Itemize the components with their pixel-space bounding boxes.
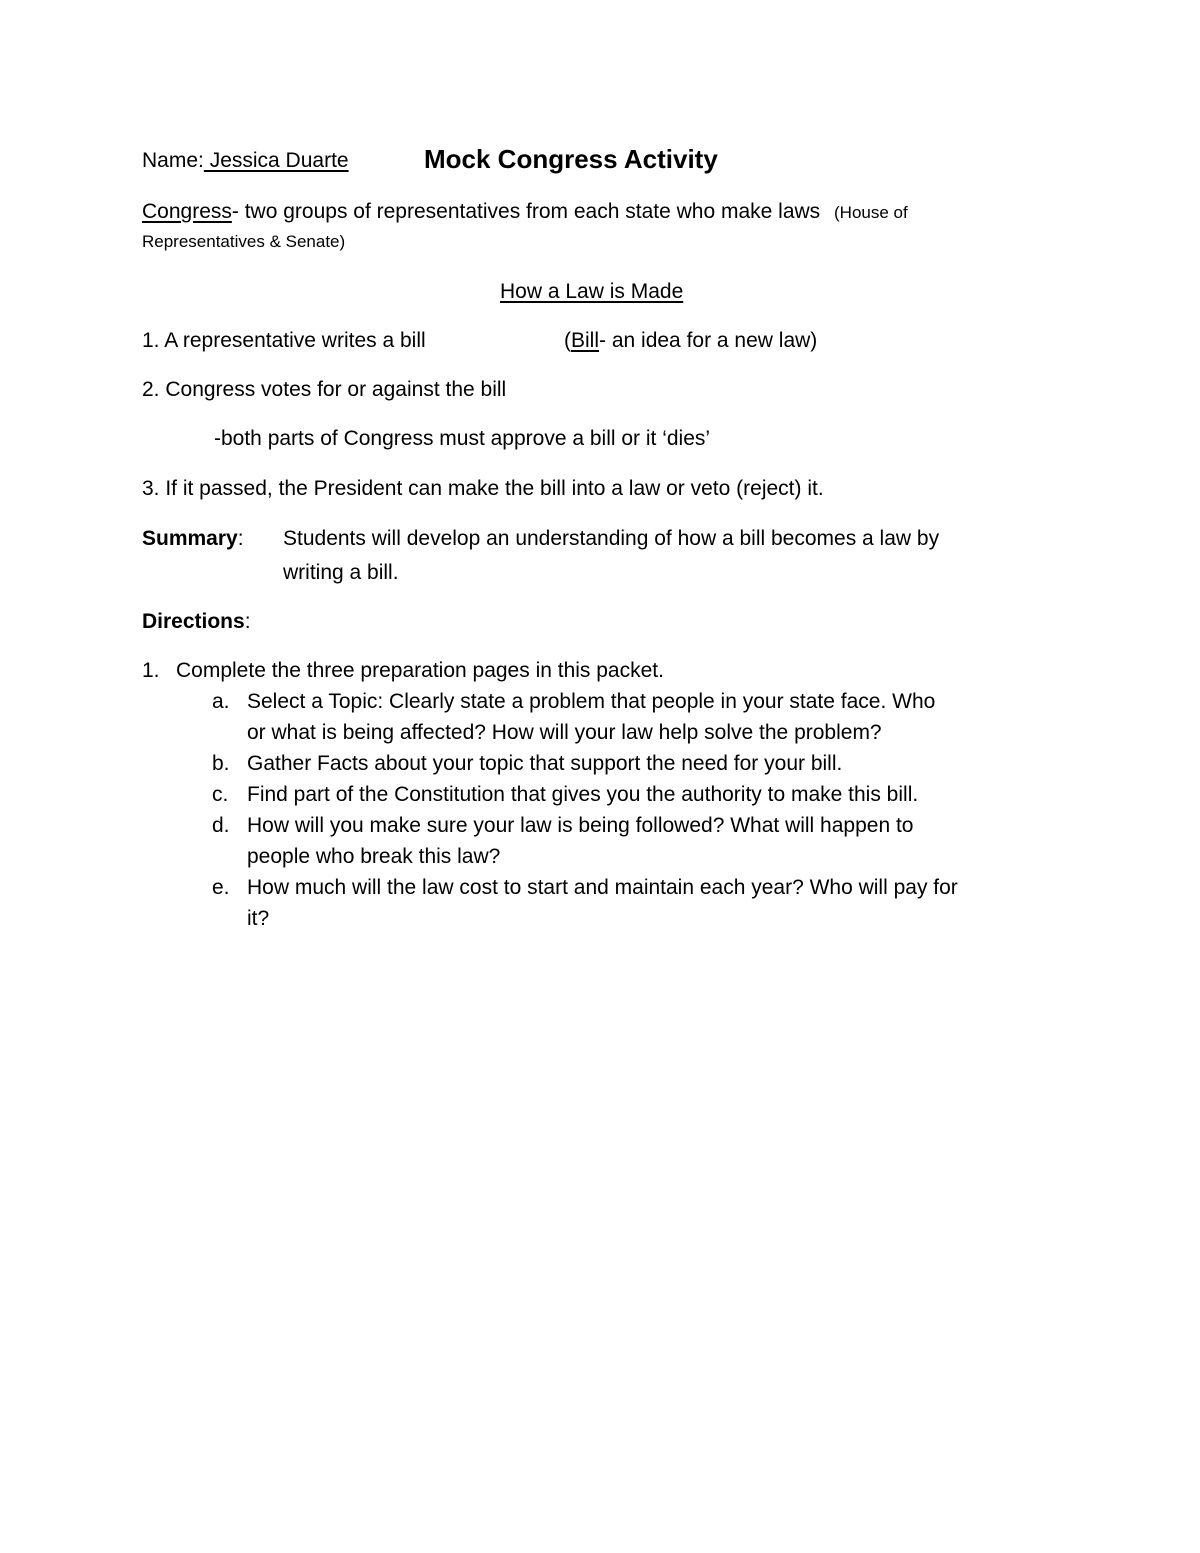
name-label: Name:: [142, 149, 204, 172]
bill-note-open: (: [564, 329, 571, 352]
subitem-marker: a.: [212, 690, 230, 713]
subitem-line: people who break this law?: [247, 845, 501, 868]
subitem-marker: c.: [212, 783, 229, 806]
congress-definition-text: - two groups of representatives from each state who make laws: [231, 200, 821, 223]
student-name: Jessica Duarte: [203, 149, 349, 172]
page-title: Mock Congress Activity: [424, 144, 718, 174]
subitem-line: Select a Topic: Clearly state a problem that people in your state face. Who: [247, 690, 936, 713]
law-step-1: 1. A representative writes a bill: [142, 329, 426, 352]
bill-note-rest: - an idea for a new law): [599, 329, 818, 352]
summary-text-line-2: writing a bill.: [283, 561, 399, 584]
direction-item-1-text: Complete the three preparation pages in this packet.: [176, 659, 664, 682]
congress-term: Congress: [142, 200, 232, 223]
directions-colon: :: [244, 610, 251, 633]
subitem-marker: d.: [212, 814, 230, 837]
directions-label: Directions: [142, 610, 245, 633]
summary-label: Summary: [142, 527, 238, 550]
summary-colon: :: [237, 527, 244, 550]
subitem-marker: b.: [212, 752, 230, 775]
law-step-2-sub: -both parts of Congress must approve a bill or it ‘dies’: [214, 427, 711, 450]
summary-label-line: [142, 524, 244, 554]
law-heading: How a Law is Made: [500, 280, 684, 303]
subitem-line: Gather Facts about your topic that support the need for your bill.: [247, 752, 843, 775]
name-line: [142, 146, 349, 176]
subitem-line: or what is being affected? How will your law help solve the problem?: [247, 721, 882, 744]
congress-note-part2: Representatives & Senate): [142, 232, 346, 251]
subitem-line: it?: [247, 907, 270, 930]
subitem-marker: e.: [212, 876, 230, 899]
congress-note-part1: (House of: [834, 203, 908, 222]
summary-text-line-1: Students will develop an understanding of how a bill becomes a law by: [283, 527, 940, 550]
directions-label-line: [142, 607, 251, 637]
law-step-2: 2. Congress votes for or against the bill: [142, 378, 507, 401]
congress-definition: [142, 197, 908, 228]
bill-definition: [564, 326, 817, 356]
law-step-3: 3. If it passed, the President can make the bill into a law or veto (reject) it.: [142, 477, 824, 500]
subitem-line: How will you make sure your law is being followed? What will happen to: [247, 814, 914, 837]
subitem-line: Find part of the Constitution that gives you the authority to make this bill.: [247, 783, 919, 806]
subitem-line: How much will the law cost to start and maintain each year? Who will pay for: [247, 876, 958, 899]
direction-item-1-number: 1.: [142, 659, 160, 682]
bill-term: Bill: [571, 329, 600, 352]
